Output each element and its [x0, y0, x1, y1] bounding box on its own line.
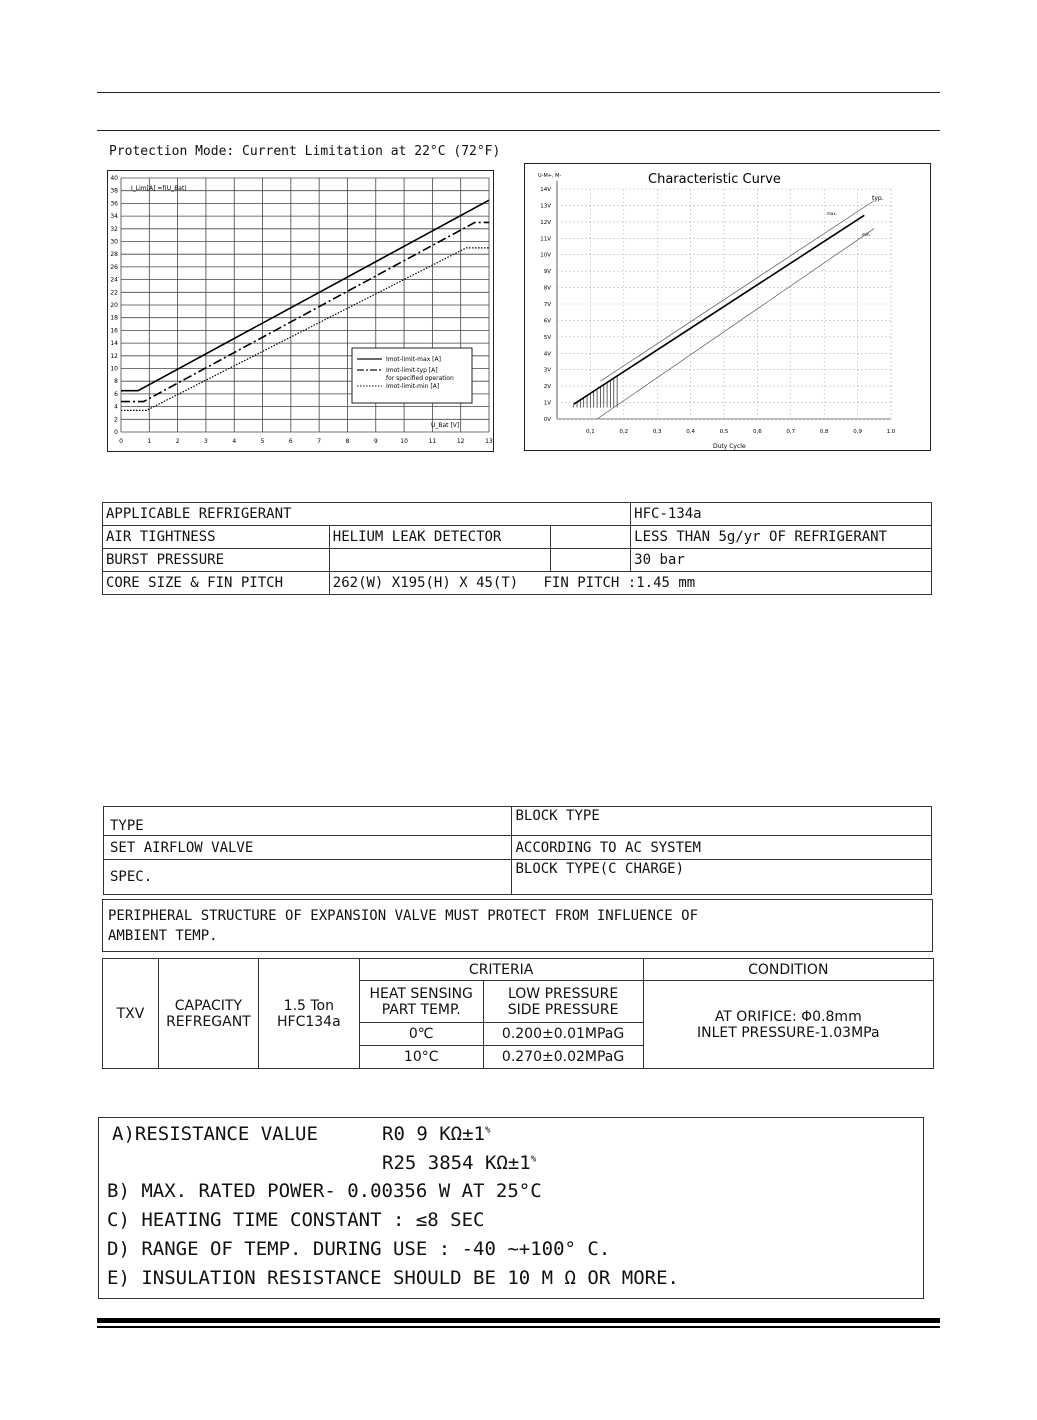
chart2-x-tick-label: 0,9 — [853, 429, 862, 435]
chart1-y-tick-label: 20 — [110, 302, 118, 309]
valve-label-spec: SPEC. — [104, 860, 512, 895]
chart2-y-axis-label: U-M+, M- — [538, 173, 562, 179]
therm-a-r25-percent: % — [530, 1154, 537, 1165]
spec-value-burst: 30 bar — [631, 549, 932, 572]
chart1-y-axis-label: I_Lim[A] =f(U_Bat) — [131, 185, 187, 192]
txv-refrigerant-value: HFC134a — [277, 1013, 341, 1030]
spec-label-air-tightness: AIR TIGHTNESS — [103, 526, 330, 549]
valve-label-airflow: SET AIRFLOW VALVE — [104, 836, 512, 860]
chart1-y-tick-label: 36 — [110, 200, 118, 208]
txv-criteria-table — [102, 958, 934, 1069]
chart1-y-tick-label: 2 — [114, 416, 118, 424]
chart1-x-tick-label: 11 — [428, 438, 437, 445]
chart1-y-tick-label: 32 — [110, 225, 118, 233]
therm-a-label: A)RESISTANCE VALUE — [112, 1123, 318, 1145]
table-row — [103, 549, 932, 572]
chart2-y-tick-label: 12V — [540, 219, 551, 226]
chart1-y-tick-label: 4 — [114, 403, 118, 411]
chart1-x-tick-label: 0 — [119, 438, 123, 445]
chart1-y-tick-label: 30 — [110, 238, 118, 246]
spec-value-core: 262(W) X195(H) X 45(T) FIN PITCH :1.45 mm — [329, 572, 931, 595]
table-row — [104, 860, 932, 895]
chart2-y-tick-label: 14V — [540, 187, 551, 193]
chart1-x-tick-label: 13 — [485, 438, 493, 445]
spec-label-core: CORE SIZE & FIN PITCH — [103, 572, 330, 595]
chart1-x-tick-label: 7 — [317, 438, 322, 445]
chart2-y-tick-label: 10V — [540, 252, 551, 259]
chart2-label-max: max. — [827, 211, 837, 216]
current-limitation-chart — [107, 170, 494, 452]
chart2-x-tick-label: 0,3 — [652, 429, 662, 435]
table-row — [103, 572, 932, 595]
chart2-y-tick-label: 3V — [543, 367, 551, 374]
spec-empty-cell — [329, 549, 550, 572]
therm-a-r0-percent: % — [484, 1125, 491, 1136]
chart2-y-tick-label: 11V — [540, 236, 551, 243]
chart2-x-axis-label: Duty Cycle — [713, 443, 746, 450]
chart1-x-tick-label: 10 — [400, 438, 408, 445]
chart1-x-tick-label: 3 — [204, 438, 208, 445]
txv-heat-line-1: HEAT SENSING — [369, 985, 473, 1002]
chart2-y-tick-label: 2V — [543, 384, 551, 391]
spec-empty-cell — [550, 549, 631, 572]
spec-method-air-tightness: HELIUM LEAK DETECTOR — [329, 526, 550, 549]
therm-c: C) HEATING TIME CONSTANT : ≤8 SEC — [107, 1209, 485, 1231]
therm-a-r0 — [382, 1123, 490, 1145]
chart1-x-axis-label: U_Bat [V] — [431, 422, 460, 429]
chart1-y-tick-label: 40 — [110, 175, 118, 182]
chart2-x-tick-label: 0,7 — [786, 429, 796, 435]
chart2-y-tick-label: 8V — [543, 285, 551, 292]
chart1-x-tick-label: 12 — [456, 438, 465, 445]
therm-a-r0-value: R0 9 KΩ±1 — [382, 1123, 485, 1145]
txv-refregant-label: REFREGANT — [166, 1013, 251, 1030]
chart2-x-tick-label: 0,8 — [819, 429, 829, 435]
chart1-y-tick-label: 18 — [110, 314, 118, 322]
txv-condition-header: CONDITION — [643, 959, 933, 981]
chart1-legend-max: Imot-limit-max [A] — [386, 356, 441, 363]
chart1-x-tick-label: 1 — [147, 438, 152, 445]
chart2-x-tick-label: 0,6 — [753, 429, 762, 435]
chart1-y-tick-label: 0 — [114, 429, 118, 436]
chart1-legend — [352, 348, 472, 403]
header-rule-top — [97, 92, 940, 93]
valve-value-airflow: ACCORDING TO AC SYSTEM — [512, 836, 932, 860]
chart1-y-tick-label: 38 — [110, 187, 118, 195]
chart1-y-tick-label: 14 — [110, 340, 118, 348]
txv-temp-1: 0℃ — [359, 1023, 483, 1046]
table-row — [103, 503, 932, 526]
therm-a-r25 — [382, 1152, 536, 1174]
chart1-y-tick-label: 6 — [114, 390, 118, 398]
chart2-y-tick-label: 7V — [543, 302, 551, 308]
valve-label-type: TYPE — [104, 807, 512, 836]
txv-capacity-label: CAPACITY — [174, 997, 243, 1014]
txv-temp-2: 10°C — [359, 1046, 483, 1069]
chart1-y-tick-label: 22 — [110, 289, 118, 297]
chart1-x-tick-label: 5 — [260, 438, 265, 445]
note-line-1: PERIPHERAL STRUCTURE OF EXPANSION VALVE MUST PROTECT FROM INFLUENCE OF — [108, 908, 699, 924]
txv-low-line-2: SIDE PRESSURE — [507, 1001, 619, 1018]
txv-capacity-cell — [158, 959, 258, 1069]
chart2-y-tick-label: 4V — [543, 351, 551, 358]
chart1-title: Protection Mode: Current Limitation at 22°C (72°F) — [109, 144, 501, 159]
refrigerant-spec-table — [102, 502, 932, 595]
txv-heat-sensing-cell — [359, 981, 483, 1023]
chart1-legend-min: Imot-limit-min [A] — [386, 383, 440, 390]
spec-value-air-tightness: LESS THAN 5g/yr OF REFRIGERANT — [631, 526, 932, 549]
chart2-y-tick-label: 6V — [543, 318, 551, 325]
chart2-y-tick-label: 9V — [543, 269, 551, 276]
chart1-y-tick-label: 24 — [110, 276, 118, 284]
therm-a-r25-value: R25 3854 KΩ±1 — [382, 1152, 531, 1174]
txv-pressure-1: 0.200±0.01MPaG — [483, 1023, 643, 1046]
header-rule-second — [97, 130, 940, 131]
chart1-y-tick-label: 26 — [110, 263, 118, 271]
chart1-y-tick-label: 8 — [114, 378, 118, 386]
chart2-x-tick-label: 0,1 — [586, 429, 595, 435]
chart2-label-min: min. — [862, 232, 871, 237]
chart2-y-tick-label: 13V — [540, 203, 551, 210]
txv-ton-value: 1.5 Ton — [283, 997, 334, 1014]
chart1-y-tick-label: 34 — [110, 213, 118, 221]
txv-pressure-2: 0.270±0.02MPaG — [483, 1046, 643, 1069]
expansion-valve-table — [103, 806, 932, 895]
chart2-x-tick-label: 0,5 — [719, 429, 729, 435]
chart1-x-tick-label: 8 — [345, 438, 350, 445]
txv-ton-cell — [258, 959, 359, 1069]
chart2-x-tick-label: 0,2 — [619, 429, 629, 435]
txv-criteria-header: CRITERIA — [359, 959, 643, 981]
chart2-x-tick-label: 0,4 — [686, 429, 695, 435]
chart1-x-tick-label: 4 — [232, 438, 237, 445]
chart2-title: Characteristic Curve — [648, 172, 781, 187]
table-row — [103, 959, 934, 981]
spec-label-refrigerant: APPLICABLE REFRIGERANT — [103, 503, 631, 526]
spec-label-burst: BURST PRESSURE — [103, 549, 330, 572]
spec-value-refrigerant: HFC-134a — [631, 503, 932, 526]
thermistor-spec-box — [98, 1117, 924, 1299]
chart2-label-typ: typ. — [872, 195, 884, 202]
therm-d: D) RANGE OF TEMP. DURING USE : -40 ~+100° C. — [107, 1238, 611, 1260]
footer-rule-thin — [97, 1326, 940, 1328]
chart1-x-tick-label: 2 — [175, 438, 180, 445]
txv-low-line-1: LOW PRESSURE — [507, 985, 619, 1002]
chart2-y-tick-label: 1V — [543, 400, 551, 407]
chart1-legend-typ-note: for specified operation — [386, 375, 454, 382]
chart1-x-tick-label: 6 — [288, 438, 293, 445]
chart1-y-tick-label: 28 — [110, 251, 118, 259]
chart1-y-tick-label: 10 — [110, 365, 118, 373]
txv-condition-line-2: INLET PRESSURE-1.03MPa — [696, 1024, 880, 1041]
therm-b: B) MAX. RATED POWER- 0.00356 W AT 25°C — [107, 1180, 542, 1202]
chart2-y-tick-label: 5V — [543, 334, 551, 341]
table-row — [103, 526, 932, 549]
footer-rule-thick — [97, 1318, 940, 1323]
chart1-x-tick-label: 9 — [373, 438, 378, 445]
note-box — [102, 899, 933, 952]
txv-heat-line-2: PART TEMP. — [381, 1001, 461, 1018]
chart1-legend-typ: Imot-limit-typ [A] — [386, 367, 438, 374]
txv-label: TXV — [103, 959, 159, 1069]
therm-e: E) INSULATION RESISTANCE SHOULD BE 10 M Ω OR MORE. — [107, 1267, 679, 1289]
note-line-2: AMBIENT TEMP. — [108, 928, 218, 944]
valve-value-spec: BLOCK TYPE(C CHARGE) — [512, 860, 932, 895]
table-row — [104, 836, 932, 860]
txv-low-pressure-cell — [483, 981, 643, 1023]
table-row — [104, 807, 932, 836]
chart2-y-tick-label: 0V — [543, 417, 551, 423]
txv-condition-cell — [643, 981, 933, 1069]
chart1-y-tick-label: 12 — [110, 352, 118, 360]
chart2-x-tick-label: 1.0 — [886, 429, 896, 435]
txv-condition-line-1: AT ORIFICE: Φ0.8mm — [714, 1008, 862, 1025]
chart1-y-tick-label: 16 — [110, 327, 118, 335]
characteristic-curve-chart — [524, 163, 931, 451]
valve-value-type: BLOCK TYPE — [512, 807, 932, 836]
spec-empty-cell — [550, 526, 631, 549]
